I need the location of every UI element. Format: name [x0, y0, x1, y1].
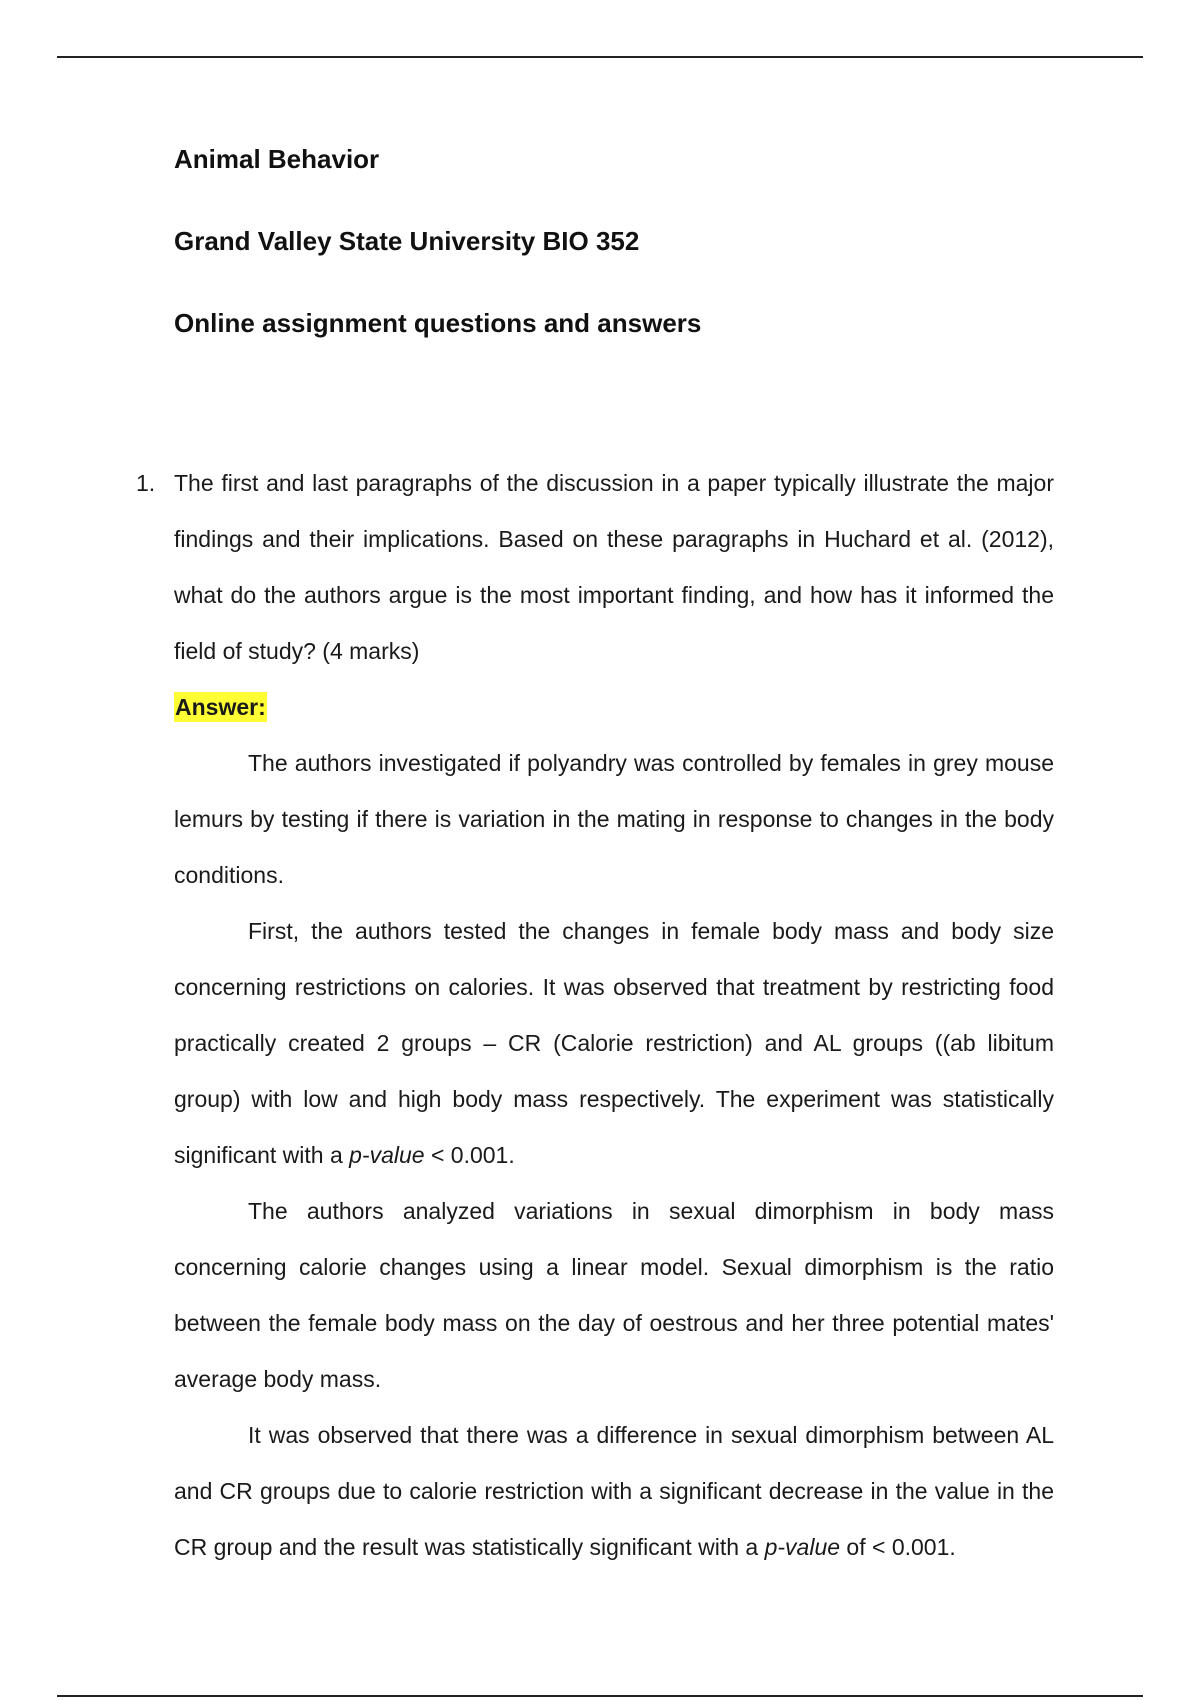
- p-value-term: p-value: [764, 1534, 841, 1560]
- bottom-rule: [57, 1695, 1143, 1697]
- document-subtitle: Online assignment questions and answers: [174, 308, 702, 338]
- answer-paragraph-4: [174, 1407, 1054, 1575]
- question-1: [136, 455, 1054, 679]
- question-text: The first and last paragraphs of the discussion in a paper typically illustrate the major findings and their implications. Based on these paragraphs in Huchard et al. (2012), what do the authors argue is the most important finding, and how has it informed the field of study? (4 marks): [174, 470, 1054, 664]
- answer-paragraph-1: The authors investigated if polyandry was controlled by females in grey mouse lemurs by testing if there is variation in the mating in response to changes in the body conditions.: [174, 750, 1054, 888]
- answer-paragraph-2-text: First, the authors tested the changes in female body mass and body size concerning restrictions on calories. It was observed that treatment by restricting food practically created 2 groups – CR (Calorie restriction) and AL groups ((ab libitum group) with low and high body mass respectively. The experiment was statistically significant with a: [174, 918, 1054, 1168]
- document-title: Animal Behavior: [174, 144, 380, 174]
- question-number: 1.: [136, 470, 156, 496]
- answer-label-line: [174, 679, 1054, 735]
- document-body: [136, 455, 1054, 1575]
- answer-paragraph-4-text: It was observed that there was a difference in sexual dimorphism between AL and CR groups due to calorie restriction with a significant decrease in the value in the CR group and the result was statistically significant with a: [174, 1422, 1054, 1560]
- answer-label: Answer:: [175, 694, 266, 720]
- answer-paragraph-2-end: < 0.001.: [424, 1142, 515, 1168]
- p-value-term: p-value: [349, 1142, 425, 1168]
- course-heading: Grand Valley State University BIO 352: [174, 226, 640, 256]
- answer-paragraph-4-end: of < 0.001.: [840, 1534, 956, 1560]
- answer-paragraph-2: [174, 903, 1054, 1183]
- answer-paragraph-3: The authors analyzed variations in sexual dimorphism in body mass concerning calorie changes using a linear model. Sexual dimorphism is the ratio between the female body mass on the day of oestrous and her three potential mates' average body mass.: [174, 1198, 1054, 1392]
- top-rule: [57, 56, 1143, 58]
